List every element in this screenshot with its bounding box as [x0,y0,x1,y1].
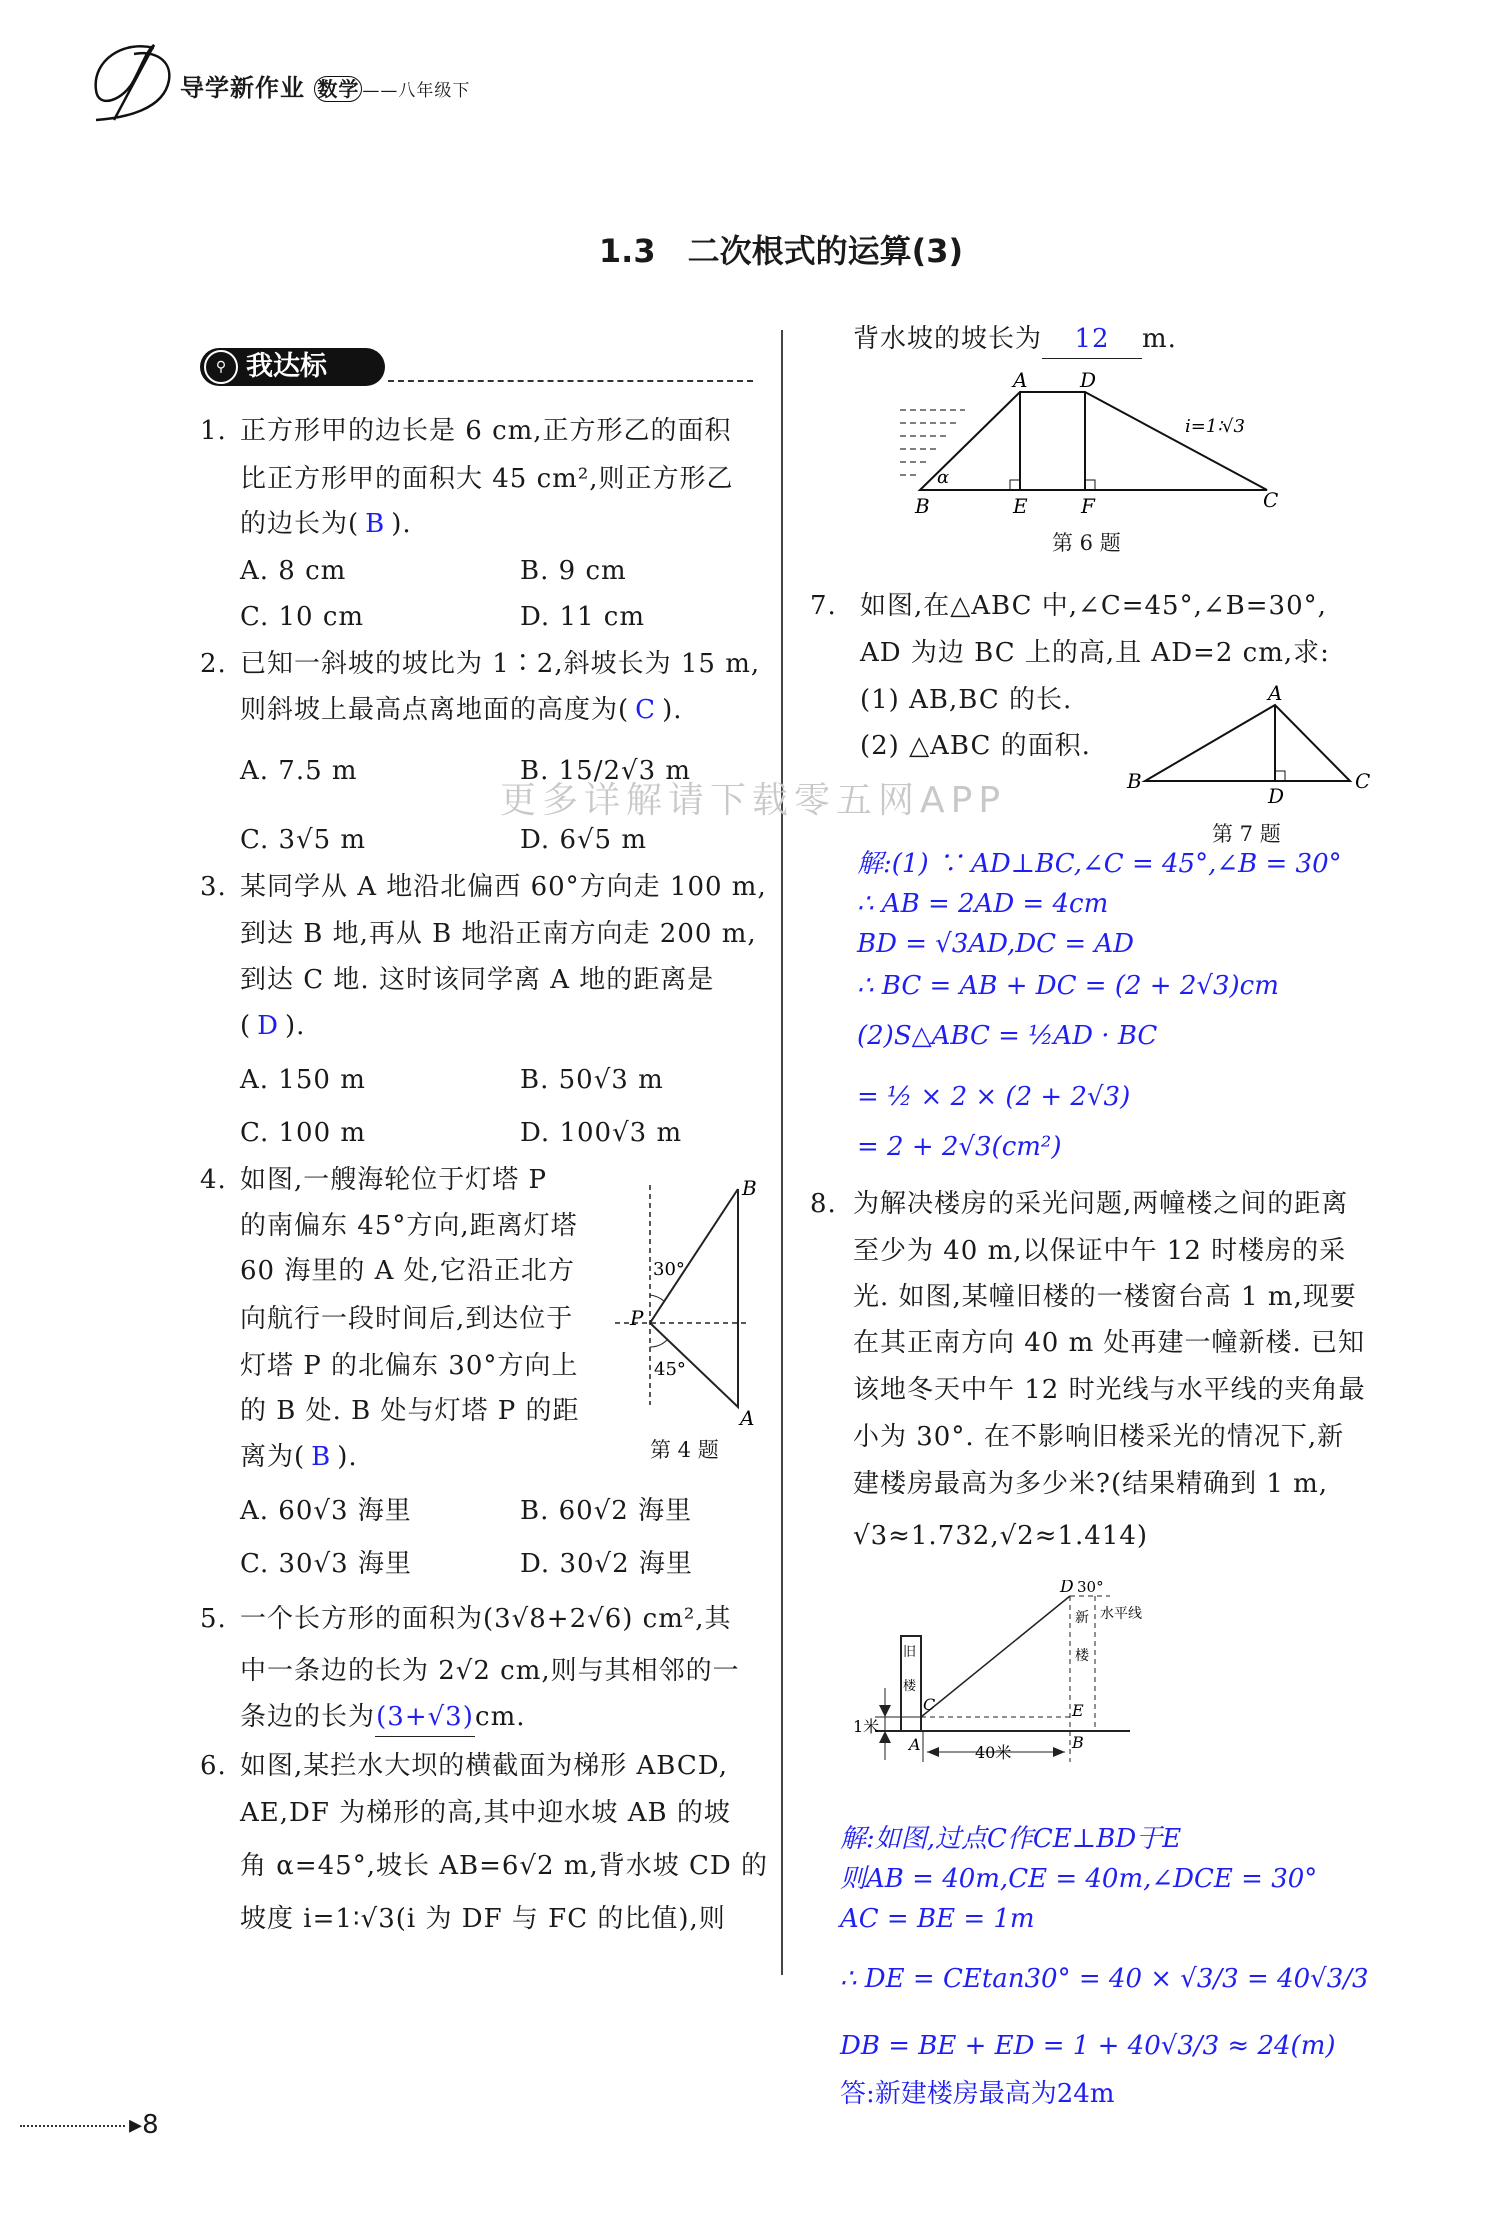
q5-number: 5. [200,1604,227,1634]
q8-line: 该地冬天中午 12 时光线与水平线的夹角最 [853,1375,1366,1405]
q7-line: (1) AB,BC 的长. [860,685,1073,715]
svg-text:A: A [1268,683,1283,705]
q8-solution-line: 解:如图,过点C作CE⊥BD于E [840,1824,1182,1854]
q8-figure [825,1580,1145,1770]
q1-answer: B [365,509,386,539]
svg-text:新: 新 [1075,1610,1089,1626]
watermark: 更多详解请下载零五网APP [500,780,1007,821]
q1-option-d: D. 11 cm [520,602,646,632]
q3-option-d: D. 100√3 m [520,1118,683,1148]
q3-line: 到达 B 地,再从 B 地沿正南方向走 200 m, [240,919,757,949]
q8-line: 在其正南方向 40 m 处再建一幢新楼. 已知 [853,1328,1366,1358]
q8-solution-line: DB = BE + ED = 1 + 40√3/3 ≈ 24(m) [840,2031,1336,2061]
q4-option-d: D. 30√2 海里 [520,1549,693,1579]
svg-text:旧: 旧 [903,1645,917,1660]
q6-figure [895,365,1295,525]
q4-line: 灯塔 P 的北偏东 30°方向上 [240,1351,579,1381]
q4-answer: B [311,1442,332,1472]
page-number: 8 [142,2110,159,2140]
q4-line: 的 B 处. B 处与灯塔 P 的距 [240,1396,580,1426]
q7-number: 7. [810,591,837,621]
q8-solution-line: ∴ DE = CEtan30° = 40 × √3/3 = 40√3/3 [840,1964,1369,1994]
fig4-label: 30° [653,1259,685,1280]
q4-option-a: A. 60√3 海里 [240,1496,412,1526]
q6-answer: 12 [1042,320,1142,359]
svg-text:楼: 楼 [1075,1648,1089,1664]
q7-line: AD 为边 BC 上的高,且 AD=2 cm,求: [860,638,1330,668]
q3-line: 某同学从 A 地沿北偏西 60°方向走 100 m, [240,872,767,902]
logo-d-icon [84,40,179,125]
q6-caption: 第 6 题 [1052,531,1121,555]
q6-line: 角 α=45°,坡长 AB=6√2 m,背水坡 CD 的 [240,1851,768,1881]
q7-solution-line: = 2 + 2√3(cm²) [857,1132,1062,1162]
q4-line: 的南偏东 45°方向,距离灯塔 [240,1211,578,1241]
svg-text:A: A [909,1735,921,1754]
q8-line: √3≈1.732,√2≈1.414) [853,1521,1149,1551]
q8-line: 光. 如图,某幢旧楼的一楼窗台高 1 m,现要 [853,1282,1357,1312]
q5-line: 中一条边的长为 2√2 cm,则与其相邻的一 [240,1656,740,1686]
book-name: 导学新作业 [180,74,305,102]
q7-solution-line: (2)S△ABC = ½AD · BC [857,1021,1158,1051]
svg-text:α: α [937,467,950,488]
q6-line: 如图,某拦水大坝的横截面为梯形 ABCD, [240,1751,728,1781]
q2-option-c: C. 3√5 m [240,825,367,855]
q6-number: 6. [200,1751,227,1781]
q5-line: 条边的长为(3+√3)cm. [240,1698,526,1737]
svg-text:C: C [1355,769,1371,793]
q3-option-c: C. 100 m [240,1118,367,1148]
section-divider [388,380,753,382]
q2-line: 已知一斜坡的坡比为 1∶2,斜坡长为 15 m, [240,649,761,679]
q5-line: 一个长方形的面积为(3√8+2√6) cm²,其 [240,1604,732,1634]
column-divider [781,330,783,1975]
svg-text:40米: 40米 [975,1743,1012,1762]
q3-line: 到达 C 地. 这时该同学离 A 地的距离是 [240,965,715,995]
svg-text:30°: 30° [1077,1580,1104,1596]
svg-text:1米: 1米 [853,1717,880,1736]
q2-option-b: B. 15/2√3 m [520,756,692,786]
bicycle-icon: ⚲ [204,350,238,384]
q6-line: 坡度 i=1∶√3(i 为 DF 与 FC 的比值),则 [240,1904,726,1934]
q3-option-b: B. 50√3 m [520,1065,664,1095]
svg-text:D: D [1268,784,1285,808]
svg-text:F: F [1081,494,1095,518]
q6-line: AE,DF 为梯形的高,其中迎水坡 AB 的坡 [240,1798,731,1828]
q8-number: 8. [810,1189,837,1219]
book-header [180,68,470,103]
q8-line: 小为 30°. 在不影响旧楼采光的情况下,新 [853,1422,1345,1452]
fig4-label: A [740,1406,755,1430]
q4-line: 如图,一艘海轮位于灯塔 P [240,1165,548,1195]
q7-solution-line: = ½ × 2 × (2 + 2√3) [857,1082,1131,1112]
q8-solution-line: 则AB = 40m,CE = 40m,∠DCE = 30° [840,1864,1318,1894]
q2-option-d: D. 6√5 m [520,825,648,855]
q8-line: 建楼房最高为多少米?(结果精确到 1 m, [853,1469,1329,1499]
q3-line: ( D ). [240,1011,306,1041]
q1-number: 1. [200,416,227,446]
footer-arrow-line [20,2125,125,2127]
fig4-label: B [742,1176,757,1200]
q7-solution-line: ∴ AB = 2AD = 4cm [857,889,1109,919]
q8-line: 至少为 40 m,以保证中午 12 时楼房的采 [853,1236,1347,1266]
q4-option-b: B. 60√2 海里 [520,1496,693,1526]
q7-line: 如图,在△ABC 中,∠C=45°,∠B=30°, [860,591,1327,621]
section-badge-label: 我达标 [246,351,327,382]
q2-answer: C [635,695,657,725]
q2-option-a: A. 7.5 m [240,756,358,786]
svg-text:D: D [1080,368,1097,392]
q7-solution-line: 解:(1) ∵ AD⊥BC,∠C = 45°,∠B = 30° [857,849,1342,879]
q4-caption: 第 4 题 [650,1438,719,1462]
svg-text:i=1∶√3: i=1∶√3 [1185,416,1245,437]
q1-line: 比正方形甲的面积大 45 cm²,则正方形乙 [240,464,734,494]
q4-figure [610,1175,760,1440]
q4-line: 离为( B ). [240,1442,358,1472]
svg-text:B: B [1127,769,1142,793]
page-footer: ▸8 [20,2110,159,2140]
q7-solution-line: ∴ BC = AB + DC = (2 + 2√3)cm [857,971,1279,1001]
q2-number: 2. [200,649,227,679]
q4-number: 4. [200,1165,227,1195]
q1-option-c: C. 10 cm [240,602,365,632]
svg-text:C: C [923,1695,936,1714]
q3-number: 3. [200,872,227,902]
subject-name: 数学 [314,76,362,102]
q8-solution-line: AC = BE = 1m [840,1904,1035,1934]
svg-text:E: E [1072,1701,1084,1720]
q1-line: 正方形甲的边长是 6 cm,正方形乙的面积 [240,416,732,446]
grade-label: ——八年级下 [362,81,471,101]
q1-line: 的边长为( B ). [240,509,412,539]
svg-text:C: C [1263,488,1279,512]
section-badge [200,348,385,386]
page-title: 1.3 二次根式的运算(3) [598,232,964,270]
q8-answer: 答:新建楼房最高为24m [840,2079,1115,2109]
svg-text:D: D [1060,1580,1074,1597]
svg-text:B: B [915,494,930,518]
q8-line: 为解决楼房的采光问题,两幢楼之间的距离 [853,1189,1349,1219]
q4-option-c: C. 30√3 海里 [240,1549,412,1579]
svg-text:A: A [1013,368,1028,392]
svg-text:B: B [1072,1733,1084,1752]
q7-solution-line: BD = √3AD,DC = AD [857,929,1135,959]
q4-line: 向航行一段时间后,到达位于 [240,1304,574,1334]
svg-text:楼: 楼 [903,1679,917,1694]
q7-figure [1125,683,1375,808]
q4-line: 60 海里的 A 处,它沿正北方 [240,1256,575,1286]
svg-text:E: E [1013,494,1028,518]
q3-option-a: A. 150 m [240,1065,366,1095]
q3-answer: D [257,1011,280,1041]
q1-option-a: A. 8 cm [240,556,347,586]
fig4-label: 45° [654,1359,686,1380]
q7-line: (2) △ABC 的面积. [860,731,1091,761]
svg-text:水平线: 水平线 [1100,1606,1142,1622]
q5-answer: (3+√3) [375,1698,475,1737]
q2-line: 则斜坡上最高点离地面的高度为( C ). [240,695,683,725]
q1-option-b: B. 9 cm [520,556,627,586]
q7-caption: 第 7 题 [1212,822,1281,846]
q6-line: 背水坡的坡长为 12 m. [853,320,1177,359]
fig4-label: P [630,1306,644,1330]
